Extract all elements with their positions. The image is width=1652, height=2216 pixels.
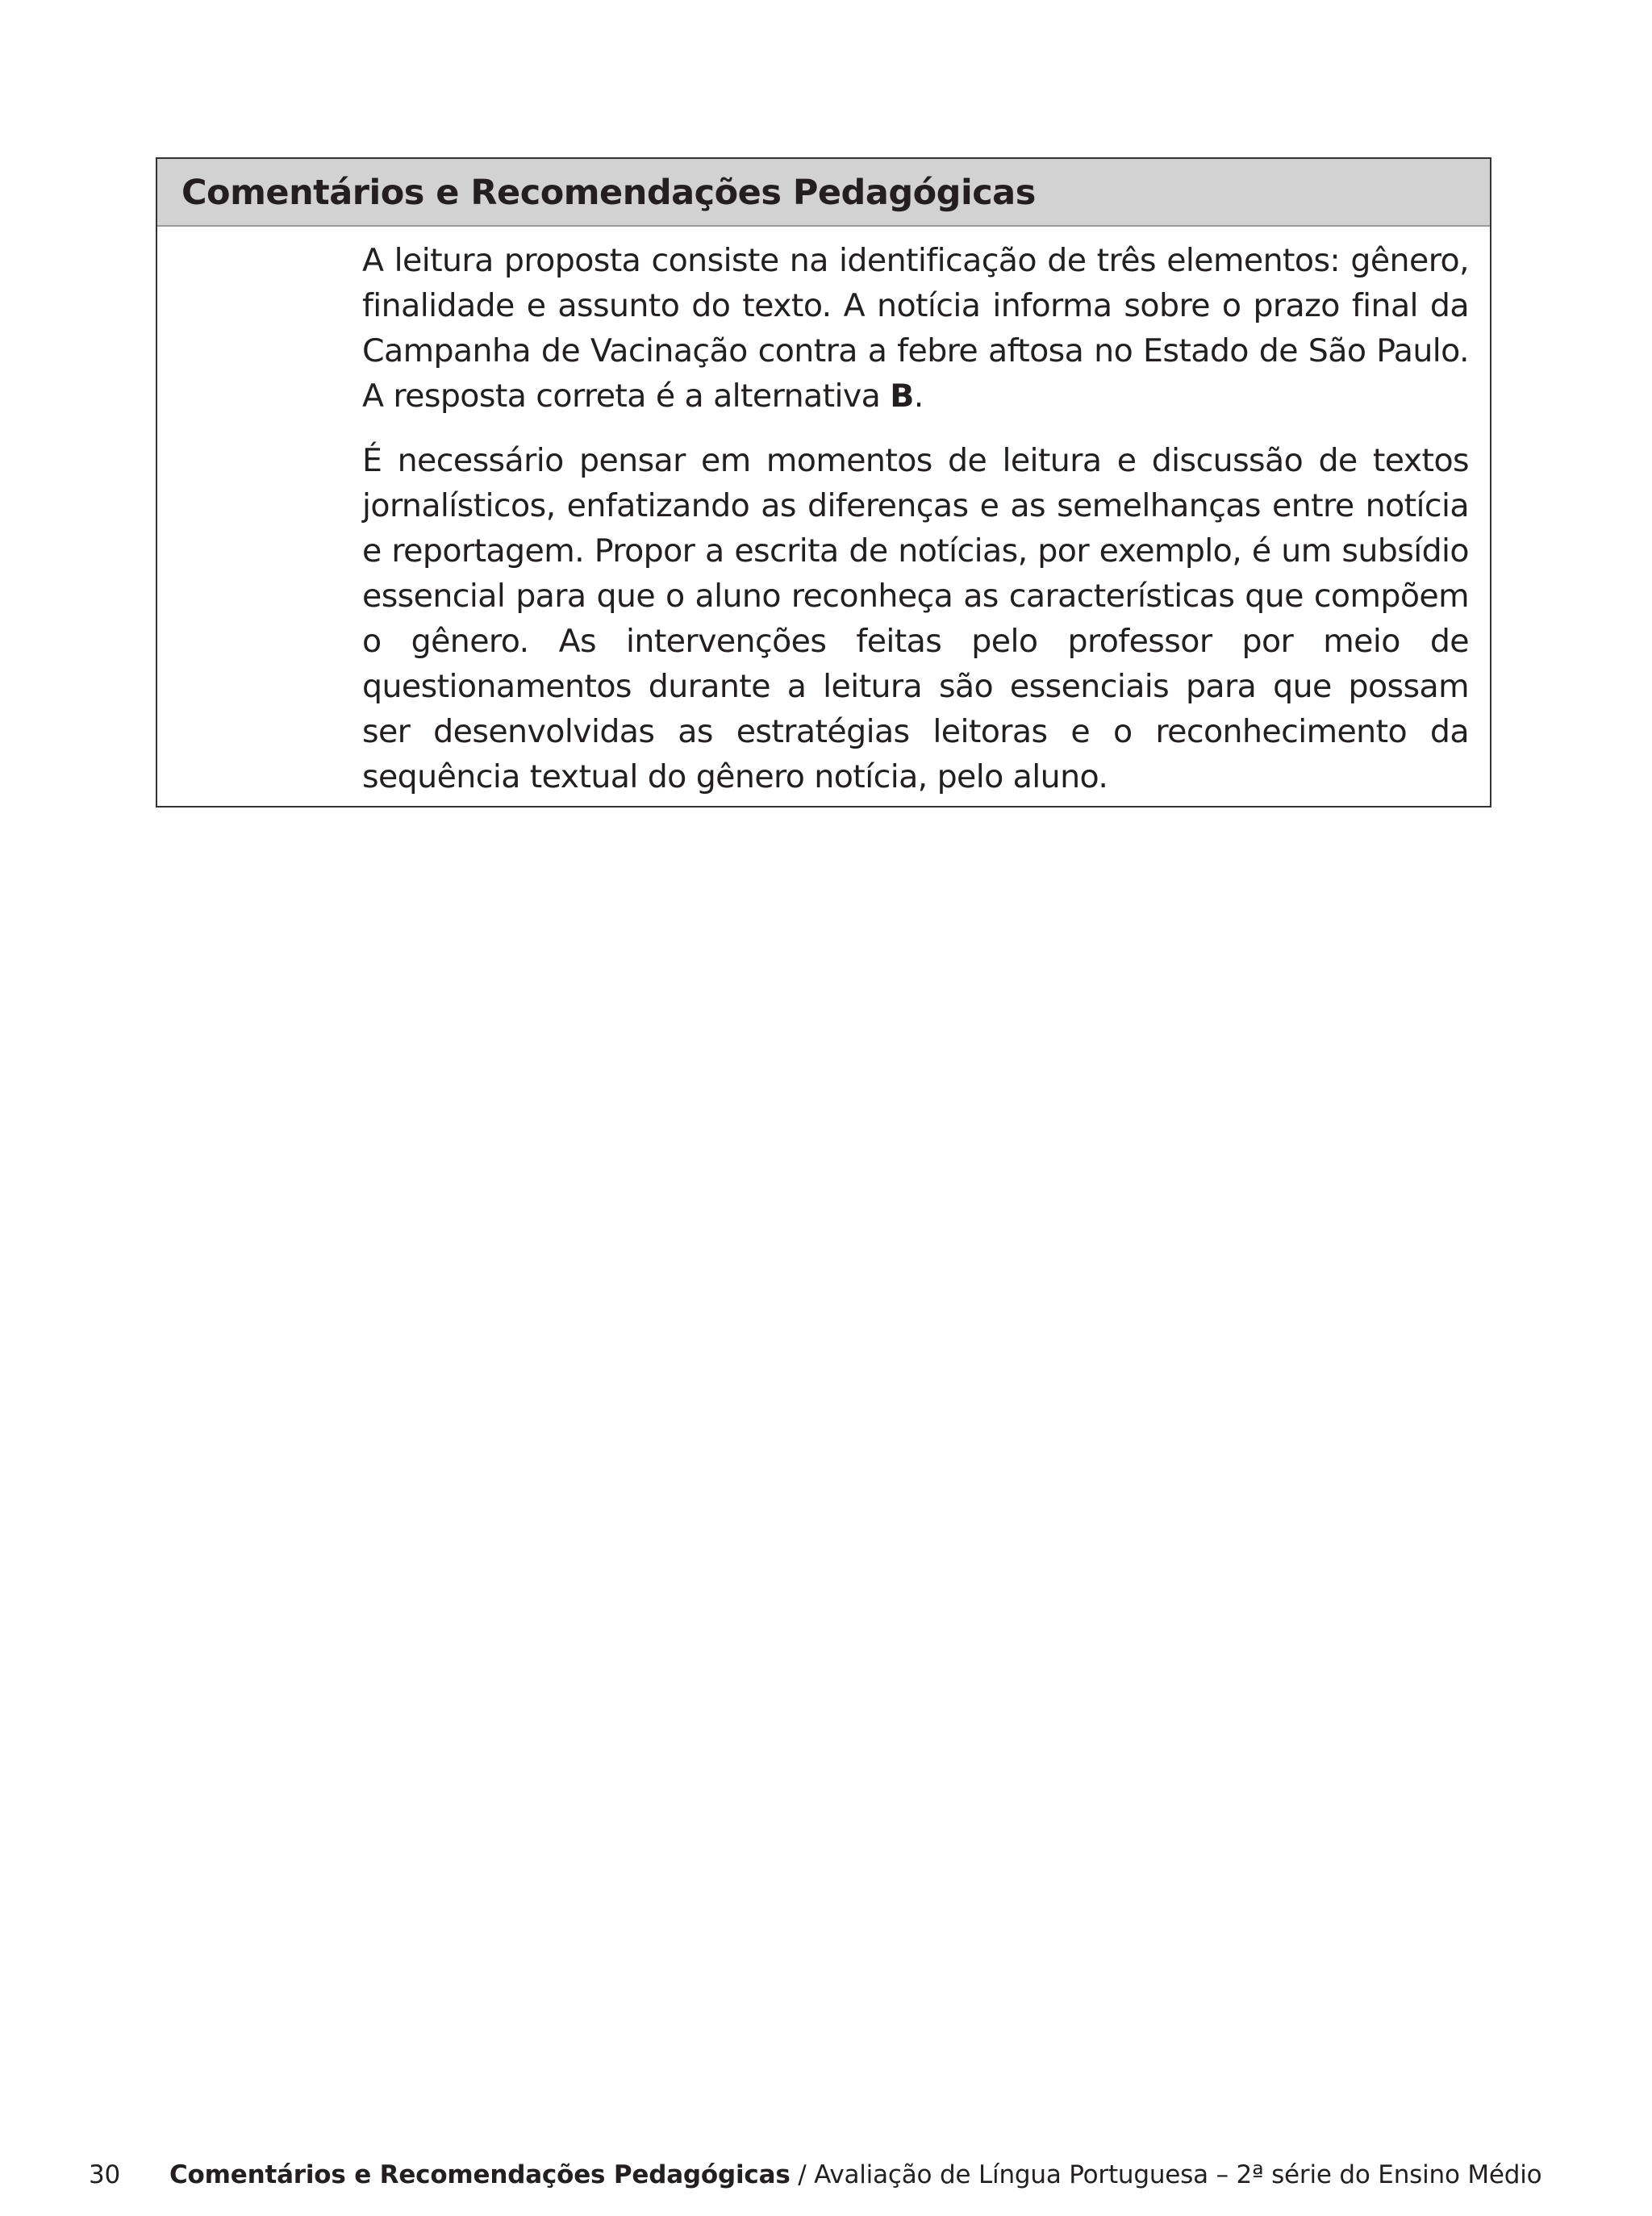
footer-section-title: Comentários e Recomendações Pedagógicas bbox=[169, 2160, 791, 2189]
footer-subtitle: Avaliação de Língua Portuguesa – 2ª série do Ensino Médio bbox=[814, 2160, 1542, 2189]
footer-separator: / bbox=[790, 2160, 815, 2189]
comments-box-title: Comentários e Recomendações Pedagógicas bbox=[181, 173, 1036, 213]
comments-box-body bbox=[362, 238, 1469, 819]
paragraph-1-text: A leitura proposta consiste na identificação de três elementos: gênero, finalidade e assunto do texto. A notícia informa sobre o prazo final da Campanha de Vacinação contra a febre aftosa no Estado de São Paulo. A resposta correta é a alternativa bbox=[362, 242, 1469, 415]
paragraph-1 bbox=[362, 238, 1469, 419]
answer-letter: B bbox=[890, 378, 914, 415]
page-number: 30 bbox=[89, 2160, 121, 2189]
comments-box bbox=[156, 157, 1491, 808]
page-footer bbox=[89, 2159, 1541, 2191]
paragraph-1-end: . bbox=[913, 378, 924, 415]
paragraph-2: É necessário pensar em momentos de leitura e discussão de textos jornalísticos, enfatizando as diferenças e as semelhanças entre notícia e reportagem. Propor a escrita de notícias, por exemplo, é um subsídio essencial para que o aluno reconheça as características que compõem o gênero. As intervenções feitas pelo professor por meio de questionamentos durante a leitura são essenciais para que possam ser desenvolvidas as estratégias leitoras e o reconhecimento da sequência textual do gênero notícia, pelo aluno. bbox=[362, 442, 1469, 795]
comments-box-header bbox=[157, 159, 1490, 227]
